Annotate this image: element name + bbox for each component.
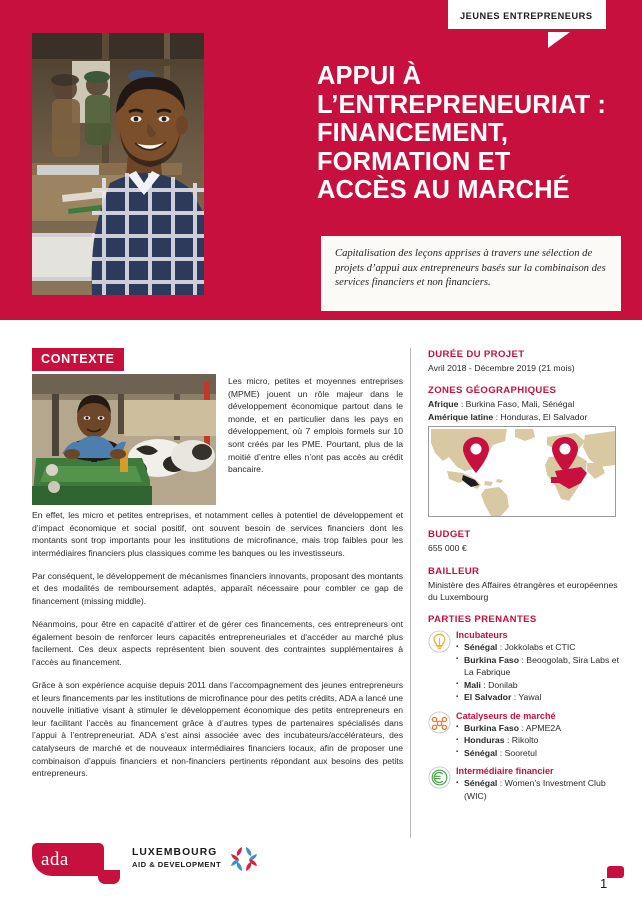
funder-value: Ministère des Affaires étrangères et européennes du Luxembourg bbox=[428, 579, 618, 603]
stakeholder-group-intermediaire-financier bbox=[428, 766, 628, 802]
duration-heading: DURÉE DU PROJET bbox=[428, 349, 525, 360]
country-value: : Rikolto bbox=[504, 735, 539, 746]
country-value: : Women’s Investment Club (WIC) bbox=[464, 778, 606, 801]
hero-photo-illustration bbox=[32, 33, 204, 295]
country-value: : Jokkolabs et CTIC bbox=[497, 642, 576, 653]
header-band bbox=[0, 0, 642, 320]
ada-logo-tab bbox=[98, 870, 120, 884]
zone-latam-label: Amérique latine bbox=[428, 411, 494, 422]
ada-logo-text: ada bbox=[41, 849, 69, 870]
country-value: : Beoogolab, Sira Labs et La Fabrique bbox=[464, 654, 620, 678]
zone-africa-value: : Burkina Faso, Mali, Sénégal bbox=[458, 399, 575, 410]
ada-logo bbox=[32, 843, 104, 876]
country-label: Burkina Faso bbox=[464, 722, 520, 733]
country-label: Honduras bbox=[464, 735, 505, 746]
world-map-illustration bbox=[429, 427, 615, 516]
lux-logo-line2: AID & DEVELOPMENT bbox=[132, 860, 222, 869]
stakeholder-group-title: Intermédiaire financier bbox=[456, 766, 554, 777]
budget-heading: BUDGET bbox=[428, 529, 471, 541]
title-line: FORMATION ET bbox=[317, 147, 511, 176]
context-body bbox=[32, 509, 403, 790]
zone-latam-value: : Honduras, El Salvador bbox=[493, 411, 588, 422]
zones-heading: ZONES GÉOGRAPHIQUES bbox=[428, 385, 557, 397]
body-paragraph: En effet, les micro et petites entreprises, et notamment celles à potentiel de développement et d’impact économique et social positif, ont souvent besoin de services financiers dont les montants sont trop importants pour les institutions de microfinance, mais trop faibles pour les intermédiaires financiers plus classiques comme les banques ou les investisseurs. bbox=[32, 510, 403, 558]
category-tag-tail bbox=[548, 32, 570, 48]
category-tag-label: JEUNES ENTREPRENEURS bbox=[460, 11, 593, 21]
list-item bbox=[456, 654, 628, 679]
funder-heading: BAILLEUR bbox=[428, 565, 480, 577]
euro-coin-icon bbox=[428, 766, 451, 789]
stakeholder-list bbox=[456, 641, 628, 704]
list-item bbox=[456, 679, 628, 692]
country-label: Burkina Faso bbox=[464, 654, 520, 665]
context-photo-illustration bbox=[32, 374, 216, 505]
budget-value: 655 000 € bbox=[428, 543, 467, 554]
category-tag bbox=[448, 0, 606, 29]
world-map bbox=[428, 426, 616, 517]
body-paragraph: Néanmoins, pour être en capacité d’attirer et de gérer ces financements, ces entrepreneurs ont également besoin de renforcer leurs capacités entrepreneuriales et d’accéder au marché plus facilement. Ces deux aspects représentent bien souvent des contraintes supplémentaires à l’accès au financement. bbox=[32, 619, 403, 667]
title-line: APPUI À bbox=[317, 62, 422, 90]
country-label: Sénégal bbox=[464, 642, 498, 653]
lux-petal-mark-icon bbox=[229, 846, 259, 872]
duration-value: Avril 2018 - Décembre 2019 (21 mois) bbox=[428, 363, 575, 373]
lightbulb-icon bbox=[428, 630, 451, 653]
stakeholder-list bbox=[456, 777, 628, 802]
list-item bbox=[456, 722, 628, 735]
country-value: : APME2A bbox=[519, 722, 562, 733]
stakeholder-group-title: Incubateurs bbox=[456, 630, 508, 641]
section-badge-contexte: CONTEXTE bbox=[32, 348, 124, 371]
country-label: Sénégal bbox=[464, 778, 498, 789]
stakeholder-group-incubateurs bbox=[428, 630, 628, 704]
context-intro-paragraph: Les micro, petites et moyennes entreprises (MPME) jouent un rôle majeur dans le développement économique partout dans le monde, et en particulier dans les pays en développement, où 7 emplois formels sur 10 sont créés par les PME. Pourtant, plus de la moitié d’entre elles n’ont pas accès au crédit bancaire. bbox=[228, 376, 403, 475]
title-line: ACCÈS AU MARCHÉ bbox=[317, 176, 570, 204]
subtitle-text: Capitalisation des leçons apprises à travers une sélection de projets d’appui aux entrepreneurs basés sur la combinaison des services financiers et non financiers. bbox=[335, 248, 606, 289]
country-label: Sénégal bbox=[464, 747, 498, 758]
zone-africa-label: Afrique bbox=[428, 399, 459, 410]
list-item bbox=[456, 641, 628, 654]
hero-photo bbox=[32, 33, 204, 295]
title-line: L’ENTREPRENEURIAT : bbox=[317, 90, 607, 119]
network-nodes-icon bbox=[428, 711, 451, 734]
column-divider bbox=[410, 348, 411, 838]
list-item bbox=[456, 747, 628, 760]
context-photo bbox=[32, 374, 216, 505]
country-label: El Salvador bbox=[464, 692, 512, 703]
stakeholder-list bbox=[456, 722, 628, 760]
country-value: : Yawal bbox=[511, 692, 542, 703]
zone-latam bbox=[428, 411, 628, 423]
project-facts-sidebar bbox=[428, 349, 628, 809]
zone-africa bbox=[428, 398, 628, 410]
country-value: : Donilab bbox=[480, 679, 518, 690]
stakeholder-group-catalyseurs bbox=[428, 711, 628, 760]
subtitle-box bbox=[321, 236, 621, 311]
page-number: 1 bbox=[600, 876, 608, 891]
list-item bbox=[456, 777, 628, 802]
body-paragraph: Grâce à son expérience acquise depuis 2011 dans l’accompagnement des jeunes entrepreneurs et leurs financements par les institutions de microfinance pour des petits crédits, ADA a lancé une nouvelle initiative visant à stimuler le développement économique des petits entrepreneurs en leur facilitant l’accès au financement grâce à d’autres types de partenaires spécialisés dans l’appui à l’entrepreneuriat. ADA s’est ainsi associée avec des incubateurs/accélérateurs, des catalyseurs de marché et de nouveaux intermédiaires financiers locaux, afin de proposer une combinaison d’appuis financiers et non-financiers pertinents répondant aux besoins des petits entrepreneurs. bbox=[32, 680, 403, 779]
page-number-tab bbox=[607, 866, 624, 878]
luxembourg-aid-logo bbox=[132, 847, 332, 870]
stakeholder-group-title: Catalyseurs de marché bbox=[456, 710, 556, 721]
zones-value bbox=[428, 398, 628, 423]
lux-logo-line1: LUXEMBOURG bbox=[132, 847, 218, 858]
list-item bbox=[456, 691, 628, 704]
list-item bbox=[456, 734, 628, 747]
stakeholders-heading: PARTIES PRENANTES bbox=[428, 614, 537, 626]
title-line: FINANCEMENT, bbox=[317, 119, 509, 147]
footer-logos bbox=[32, 843, 332, 887]
country-label: Mali bbox=[464, 679, 481, 690]
body-paragraph: Par conséquent, le développement de mécanismes financiers innovants, proposant des montants et des modalités de remboursement adaptés, apparaît nécessaire pour combler ce gap de financement (missing middle). bbox=[32, 570, 403, 607]
page-title bbox=[317, 62, 627, 205]
country-value: : Sooretul bbox=[497, 747, 537, 758]
